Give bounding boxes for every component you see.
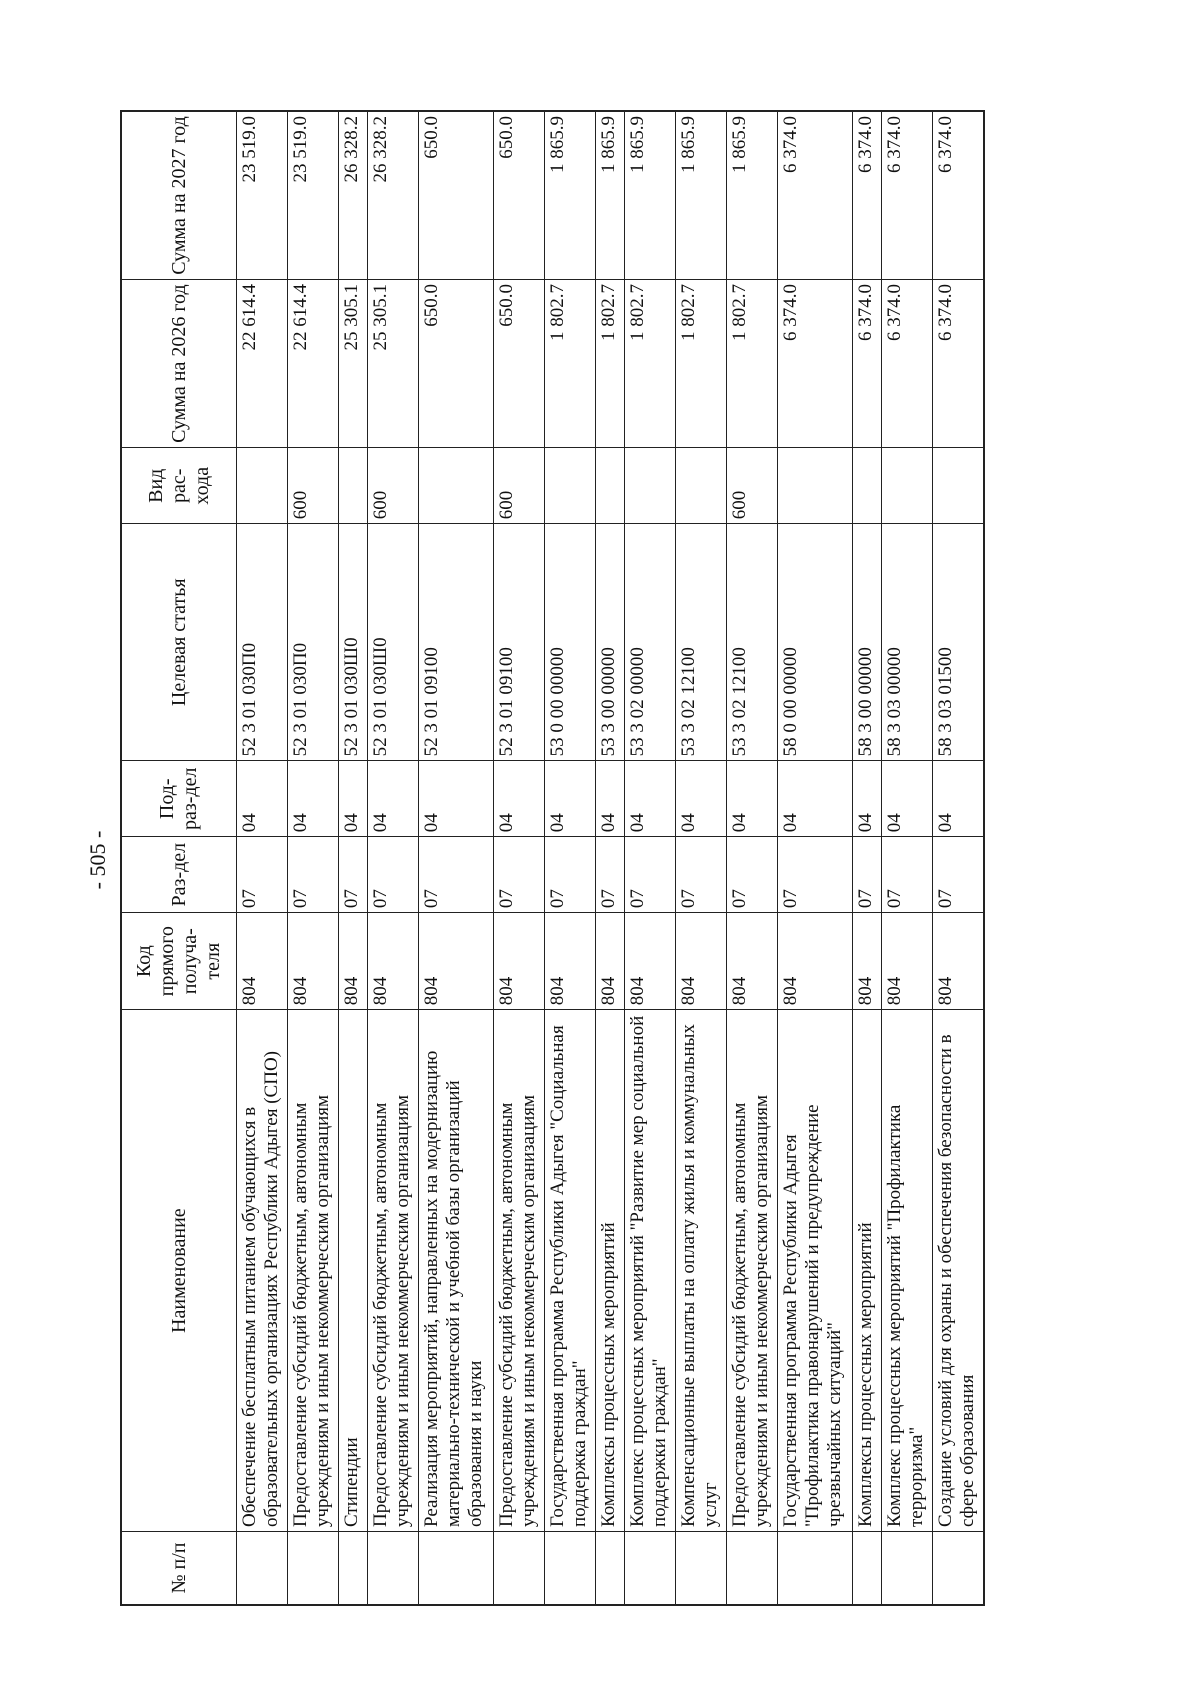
cell-recipient-code: 804	[778, 913, 853, 1010]
cell-subsection: 04	[339, 761, 368, 837]
header-expense-type: Вид рас-хода	[121, 448, 237, 524]
cell-section: 07	[288, 837, 339, 913]
cell-sum-2027: 650.0	[494, 111, 545, 279]
header-target-article: Целевая статья	[121, 524, 237, 761]
cell-sum-2027: 1 865.9	[596, 111, 625, 279]
cell-sum-2026: 6 374.0	[882, 279, 933, 447]
rotated-table-frame	[120, 110, 1030, 1606]
cell-subsection: 04	[882, 761, 933, 837]
cell-name: Комплекс процессных мероприятий "Профилактика терроризма"	[882, 1010, 933, 1532]
cell-sum-2026: 6 374.0	[933, 279, 985, 447]
table-row	[933, 111, 985, 1605]
cell-subsection: 04	[778, 761, 853, 837]
cell-section: 07	[237, 837, 288, 913]
cell-target-article: 52 3 01 030Ш0	[339, 524, 368, 761]
cell-sum-2026: 22 614.4	[237, 279, 288, 447]
cell-sum-2026: 1 802.7	[545, 279, 596, 447]
table-row	[778, 111, 853, 1605]
cell-expense-type	[339, 448, 368, 524]
cell-num	[933, 1532, 985, 1606]
cell-target-article: 52 3 01 09100	[494, 524, 545, 761]
cell-name: Предоставление субсидий бюджетным, автономным учреждениям и иным некоммерческим организациям	[288, 1010, 339, 1532]
cell-num	[882, 1532, 933, 1606]
cell-target-article: 52 3 01 030Ш0	[368, 524, 419, 761]
cell-num	[676, 1532, 727, 1606]
cell-subsection: 04	[727, 761, 778, 837]
cell-section: 07	[727, 837, 778, 913]
cell-section: 07	[339, 837, 368, 913]
cell-sum-2026: 650.0	[494, 279, 545, 447]
cell-sum-2026: 1 802.7	[625, 279, 676, 447]
header-subsection: Под-раз-дел	[121, 761, 237, 837]
cell-num	[625, 1532, 676, 1606]
table-header-row	[121, 111, 237, 1605]
header-num: № п/п	[121, 1532, 237, 1606]
page-number: - 505 -	[85, 830, 110, 890]
cell-subsection: 04	[368, 761, 419, 837]
cell-target-article: 53 3 02 00000	[625, 524, 676, 761]
cell-section: 07	[368, 837, 419, 913]
cell-expense-type	[778, 448, 853, 524]
cell-name: Государственная программа Республики Адыгея "Профилактика правонарушений и предупреждение чрезвычайных ситуаций"	[778, 1010, 853, 1532]
cell-name: Предоставление субсидий бюджетным, автономным учреждениям и иным некоммерческим организациям	[494, 1010, 545, 1532]
cell-name: Комплексы процессных мероприятий	[596, 1010, 625, 1532]
cell-subsection: 04	[853, 761, 882, 837]
cell-expense-type	[882, 448, 933, 524]
header-sum-2027: Сумма на 2027 год	[121, 111, 237, 279]
table-row	[494, 111, 545, 1605]
cell-expense-type	[676, 448, 727, 524]
cell-expense-type: 600	[494, 448, 545, 524]
cell-target-article: 53 3 00 00000	[596, 524, 625, 761]
cell-num	[596, 1532, 625, 1606]
cell-recipient-code: 804	[676, 913, 727, 1010]
cell-target-article: 53 3 02 12100	[676, 524, 727, 761]
cell-target-article: 58 3 03 00000	[882, 524, 933, 761]
cell-expense-type	[419, 448, 494, 524]
cell-sum-2027: 6 374.0	[882, 111, 933, 279]
cell-name: Компенсационные выплаты на оплату жилья и коммунальных услуг	[676, 1010, 727, 1532]
cell-sum-2027: 6 374.0	[853, 111, 882, 279]
cell-target-article: 52 3 01 030П0	[288, 524, 339, 761]
cell-target-article: 53 3 02 12100	[727, 524, 778, 761]
cell-sum-2026: 1 802.7	[676, 279, 727, 447]
cell-num	[237, 1532, 288, 1606]
cell-section: 07	[933, 837, 985, 913]
table-row	[625, 111, 676, 1605]
cell-section: 07	[545, 837, 596, 913]
table-row	[237, 111, 288, 1605]
table-row	[545, 111, 596, 1605]
cell-name: Комплексы процессных мероприятий	[853, 1010, 882, 1532]
cell-name: Предоставление субсидий бюджетным, автономным учреждениям и иным некоммерческим организациям	[368, 1010, 419, 1532]
cell-subsection: 04	[288, 761, 339, 837]
cell-section: 07	[596, 837, 625, 913]
cell-sum-2027: 1 865.9	[727, 111, 778, 279]
cell-sum-2027: 6 374.0	[778, 111, 853, 279]
cell-subsection: 04	[419, 761, 494, 837]
table-row	[596, 111, 625, 1605]
cell-num	[368, 1532, 419, 1606]
cell-subsection: 04	[545, 761, 596, 837]
cell-sum-2027: 6 374.0	[933, 111, 985, 279]
cell-recipient-code: 804	[339, 913, 368, 1010]
cell-sum-2027: 1 865.9	[545, 111, 596, 279]
cell-expense-type: 600	[288, 448, 339, 524]
cell-num	[853, 1532, 882, 1606]
cell-recipient-code: 804	[419, 913, 494, 1010]
cell-expense-type	[853, 448, 882, 524]
cell-recipient-code: 804	[933, 913, 985, 1010]
cell-expense-type: 600	[727, 448, 778, 524]
budget-table	[120, 110, 985, 1606]
cell-num	[419, 1532, 494, 1606]
cell-sum-2027: 650.0	[419, 111, 494, 279]
table-container	[120, 110, 1030, 1606]
cell-expense-type	[596, 448, 625, 524]
cell-name: Создание условий для охраны и обеспечения безопасности в сфере образования	[933, 1010, 985, 1532]
cell-name: Предоставление субсидий бюджетным, автономным учреждениям и иным некоммерческим организациям	[727, 1010, 778, 1532]
cell-recipient-code: 804	[288, 913, 339, 1010]
cell-recipient-code: 804	[853, 913, 882, 1010]
table-row	[882, 111, 933, 1605]
cell-recipient-code: 804	[237, 913, 288, 1010]
cell-target-article: 58 0 00 00000	[778, 524, 853, 761]
cell-target-article: 53 0 00 00000	[545, 524, 596, 761]
cell-subsection: 04	[933, 761, 985, 837]
table-row	[419, 111, 494, 1605]
cell-sum-2027: 1 865.9	[625, 111, 676, 279]
cell-sum-2026: 25 305.1	[339, 279, 368, 447]
cell-sum-2027: 26 328.2	[339, 111, 368, 279]
table-row	[853, 111, 882, 1605]
cell-expense-type	[545, 448, 596, 524]
cell-recipient-code: 804	[882, 913, 933, 1010]
header-sum-2026: Сумма на 2026 год	[121, 279, 237, 447]
cell-expense-type	[933, 448, 985, 524]
cell-name: Стипендии	[339, 1010, 368, 1532]
cell-sum-2027: 1 865.9	[676, 111, 727, 279]
cell-sum-2026: 6 374.0	[853, 279, 882, 447]
cell-num	[494, 1532, 545, 1606]
cell-sum-2026: 22 614.4	[288, 279, 339, 447]
cell-target-article: 58 3 03 01500	[933, 524, 985, 761]
cell-target-article: 52 3 01 030П0	[237, 524, 288, 761]
cell-section: 07	[494, 837, 545, 913]
cell-expense-type: 600	[368, 448, 419, 524]
cell-num	[288, 1532, 339, 1606]
cell-recipient-code: 804	[545, 913, 596, 1010]
cell-num	[778, 1532, 853, 1606]
cell-sum-2026: 650.0	[419, 279, 494, 447]
cell-subsection: 04	[676, 761, 727, 837]
cell-expense-type	[625, 448, 676, 524]
cell-subsection: 04	[625, 761, 676, 837]
header-name: Наименование	[121, 1010, 237, 1532]
cell-subsection: 04	[596, 761, 625, 837]
table-row	[727, 111, 778, 1605]
header-recipient-code: Код прямого получа-теля	[121, 913, 237, 1010]
cell-recipient-code: 804	[596, 913, 625, 1010]
cell-recipient-code: 804	[727, 913, 778, 1010]
cell-subsection: 04	[237, 761, 288, 837]
cell-sum-2026: 1 802.7	[596, 279, 625, 447]
cell-sum-2026: 1 802.7	[727, 279, 778, 447]
cell-target-article: 58 3 00 00000	[853, 524, 882, 761]
cell-recipient-code: 804	[494, 913, 545, 1010]
cell-sum-2027: 23 519.0	[288, 111, 339, 279]
cell-sum-2027: 23 519.0	[237, 111, 288, 279]
cell-name: Реализация мероприятий, направленных на модернизацию материально-технической и учебной базы организаций образования и науки	[419, 1010, 494, 1532]
cell-section: 07	[853, 837, 882, 913]
cell-num	[727, 1532, 778, 1606]
cell-sum-2026: 25 305.1	[368, 279, 419, 447]
cell-num	[545, 1532, 596, 1606]
cell-name: Государственная программа Республики Адыгея "Социальная поддержка граждан"	[545, 1010, 596, 1532]
cell-recipient-code: 804	[368, 913, 419, 1010]
cell-name: Комплекс процессных мероприятий "Развитие мер социальной поддержки граждан"	[625, 1010, 676, 1532]
header-section: Раз-дел	[121, 837, 237, 913]
cell-sum-2026: 6 374.0	[778, 279, 853, 447]
cell-section: 07	[778, 837, 853, 913]
cell-recipient-code: 804	[625, 913, 676, 1010]
cell-num	[339, 1532, 368, 1606]
cell-section: 07	[676, 837, 727, 913]
cell-sum-2027: 26 328.2	[368, 111, 419, 279]
cell-section: 07	[882, 837, 933, 913]
cell-subsection: 04	[494, 761, 545, 837]
table-row	[339, 111, 368, 1605]
cell-expense-type	[237, 448, 288, 524]
table-row	[676, 111, 727, 1605]
table-row	[288, 111, 339, 1605]
cell-name: Обеспечение бесплатным питанием обучающихся в образовательных организациях Республики Адыгея (СПО)	[237, 1010, 288, 1532]
cell-section: 07	[419, 837, 494, 913]
cell-section: 07	[625, 837, 676, 913]
table-row	[368, 111, 419, 1605]
cell-target-article: 52 3 01 09100	[419, 524, 494, 761]
